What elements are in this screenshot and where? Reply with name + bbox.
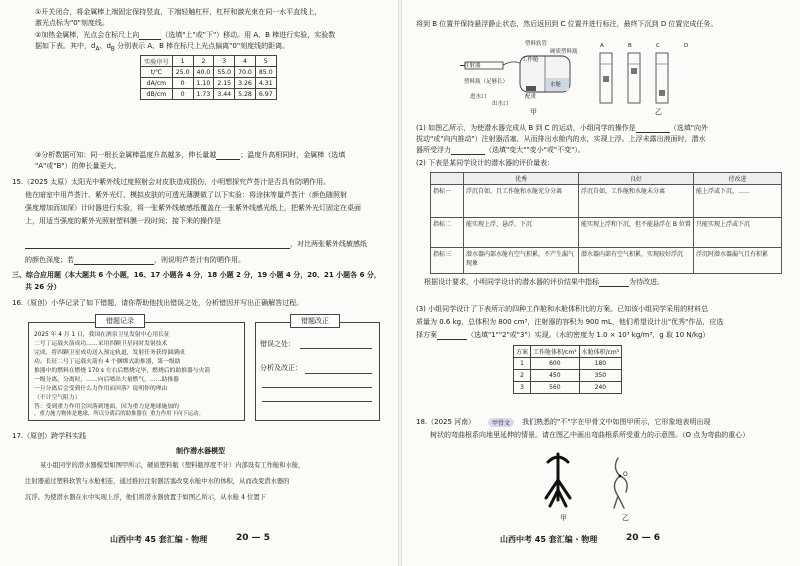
fix-label-error: 错误之处： — [260, 340, 295, 348]
q3-line2: 质量为 0.6 kg，总体积为 800 cm³，注射器的容积为 900 mL，他们希望设计出"优秀"作品，应选 — [416, 318, 724, 326]
record-line: 2025 年 4 月 1 日，我国在酒泉卫星发射中心用长征 — [34, 332, 170, 338]
q15-line6: 的颜色深度；若 ，则说明芦荟汁有防晒作用。 — [25, 256, 245, 264]
table-header-cell: 待改进 — [694, 173, 782, 185]
q15-line3: 强度增加而加深）计时器进行实验，将一张紫外线敏感纸覆盖在一张紫外线感光纸上，把紫外光灯固定在桌面 — [25, 204, 361, 212]
oracle-bone-figures — [540, 450, 650, 512]
position-label: C — [656, 43, 660, 49]
table-row: t/℃ 25.0 40.0 55.0 70.0 85.0 — [141, 67, 277, 78]
fix-label-analysis: 分析及改正： — [260, 364, 302, 372]
table-row: 2 450 350 — [514, 370, 622, 382]
footer-title: 山西中考 45 套汇编 · 物理 — [110, 535, 208, 544]
q17-title: 制作潜水器模型 — [176, 447, 225, 455]
table-header-cell: 4 — [235, 56, 256, 67]
label-water-cabin: 水舱 — [550, 82, 562, 88]
fix-answer-line[interactable] — [262, 401, 372, 402]
answer-blank[interactable] — [25, 240, 290, 249]
table-row: 3 560 240 — [514, 382, 622, 394]
label-syringe: 注射器 — [464, 63, 481, 69]
evaluation-table — [430, 172, 782, 274]
error-fix-tab: 错题改正 — [290, 314, 340, 328]
footer-title: 山西中考 45 套汇编 · 物理 — [500, 535, 598, 544]
table-header-cell: 良好 — [579, 173, 694, 185]
label-weight: 配重 — [525, 94, 537, 100]
record-line: ，重力施力物体是地球，所以分离后的助推器在 — [34, 411, 148, 417]
answer-blank[interactable] — [599, 278, 629, 287]
record-line: （不计空气阻力） — [34, 395, 81, 401]
table-row: dA/cm 0 1.10 2.15 3.26 4.31 — [141, 78, 277, 89]
q15-line4: 上，用适当强度的紫外光照射塑料膜一段时间；接下来的操作是 — [25, 217, 221, 225]
position-label: B — [628, 43, 632, 49]
fix-answer-line[interactable] — [262, 387, 372, 388]
answer-blank[interactable] — [636, 124, 670, 133]
record-line: 答：受到重力作用会回落到地面，因为重力是地球施加的 — [34, 404, 179, 410]
table-row: dB/cm 0 1.73 3.44 5.28 6.97 — [141, 89, 277, 100]
answer-blank[interactable] — [451, 146, 485, 155]
q17-prompt: 17.（原创）跨学科实践 — [12, 432, 87, 440]
center-point-label: O — [623, 471, 628, 478]
label-inlet: 进水口 — [470, 94, 487, 100]
q15-line5: ，对比两张紫外线敏感纸 — [25, 240, 367, 249]
q17-essay-line: 沉浮。为使潜水器在水中实现上浮，他们将潜水器放置于如图乙所示，从水舱 4 位置下 — [25, 494, 266, 501]
q18-line1: 18.（2025 河南） — [416, 418, 476, 426]
table-header-cell: 2 — [193, 56, 214, 67]
q2-note: 根据设计要求，小明同学设计的潜水器的评价结果中指标 为待改进。 — [424, 278, 664, 286]
answer-blank[interactable] — [437, 331, 467, 340]
table-row: 指标三 潜水器内部水舱有空气积累，不产生漏气现象 潜水器内部有空气积累，实现较好浮沉 浮沉时潜水器漏气且有积累 — [431, 248, 782, 274]
right-intro: 将到 B 位置并保持悬浮静止状态，然后返回到 C 位置并进行标注，最终下沉到 D 位置完成任务。 — [416, 20, 718, 28]
label-work-cabin: 工作舱 — [522, 57, 539, 63]
position-label: A — [600, 43, 604, 49]
table-header-cell: 优秀 — [464, 173, 579, 185]
q14-line4: 据如下表。其中，$d_A$、$d_B$ 分别表示 A、B 棒在标尺上光点偏离"0"刻度线的距离。 — [35, 42, 290, 53]
record-line: 推器中的燃料在燃烧 170 s 左右后燃烧完毕，燃烧后的助推器与火箭 — [34, 368, 211, 374]
q3-line3: 择方案 （选填"1""2"或"3"）实现。（水的密度为 1.0 × 10³ kg/m³，g 取 10 N/kg） — [416, 331, 710, 339]
fix-answer-line[interactable] — [305, 373, 372, 374]
record-line: 一级分离。分离时，……向后喷出大量燃气，……助推器 — [34, 377, 179, 383]
q18-fig-b: 乙 — [622, 514, 629, 522]
label-bottle: 硬质塑料瓶 — [550, 49, 578, 55]
q3-line1: (3) 小组同学设计了下表所示的四种工作舱和水舱体积比的方案。已知该小组同学采用的材料总 — [416, 305, 709, 313]
q17-essay-line: 注射器通过塑料软管与水舱相连，通过推拉注射器活塞改变水舱中水的体积，从而改变潜水器的 — [25, 478, 290, 485]
table-header-cell — [431, 173, 464, 185]
label-outlet: 出水口 — [492, 101, 509, 107]
oracle-bone-badge: 甲骨文 — [488, 418, 514, 427]
fix-answer-line[interactable] — [300, 348, 372, 349]
table-row: 指标二 能实现上浮、悬浮、下沉 能实现上浮和下沉，但不能悬浮在 B 位置 只能实现上浮或下沉 — [431, 218, 782, 248]
table-row: 指标一 浮沉自如，且工作舱和水舱充分分离 浮沉自如，工作舱和水舱未分离 能上浮或下沉，…… — [431, 185, 782, 218]
label-hose: 塑料软管 — [525, 41, 548, 47]
q14-line1: ①开关闭合，将金属棒上端固定保持竖直，下端轻触杠杆，杠杆和激光束在同一水平直线上， — [35, 8, 322, 16]
error-record-tab: 错题记录 — [95, 314, 145, 328]
answer-blank[interactable] — [216, 151, 240, 160]
answer-blank[interactable] — [74, 256, 154, 265]
label-container: 塑料瓶（足够长） — [464, 79, 509, 85]
table-header-cell: 3 — [214, 56, 235, 67]
table-header-cell: 5 — [255, 56, 276, 67]
table-row: 1 600 180 — [514, 358, 622, 370]
q1-line2: 拔动"或"向内推动"）注射器活塞，从而排出水舱内的水，实现上浮。上浮未露出液面时，潜水 — [416, 135, 706, 143]
q18-line2: 树状的弯曲根系向地里延伸的情景。请在图乙中画出弯曲根系所受重力的示意图。（O 点为弯曲的重心） — [430, 431, 750, 439]
page-number: 20 — 6 — [626, 533, 661, 543]
q15-line1: 15.（2025 太原）太阳光中紫外线过度照射会对皮肤造成损伤，小明想探究芦荟汁是否具有防晒作用。 — [12, 178, 331, 186]
q14-line6: "A"或"B"）的伸长量更大。 — [35, 162, 121, 170]
table-header-cell: 工作舱体积/cm³ — [531, 346, 580, 358]
position-label: D — [684, 43, 689, 49]
table-header-cell: 实验序号 — [141, 56, 173, 67]
q2-line1: (2) 下表是某同学设计的潜水器的评价量表： — [416, 159, 555, 167]
answer-blank[interactable] — [139, 31, 161, 40]
figure-label-b: 乙 — [655, 108, 662, 116]
table-header-cell: 方案 — [514, 346, 531, 358]
record-line: 二号丁运载火箭成功……采用四颗卫星同时发射技术 — [34, 341, 168, 347]
q1-line3: 器所受浮力 （选填"变大""变小"或"不变"）。 — [416, 146, 585, 154]
q18-line1b: 我们熟悉的"不"字在甲骨文中如图甲所示，它形象地表明出现 — [522, 418, 711, 426]
right-page — [400, 0, 800, 566]
q14-line3: ②加热金属棒，光点会在标尺上向 （选填"上"或"下"）移动。用 A、B 棒进行实验，实验数 — [35, 31, 336, 39]
plans-table — [513, 345, 622, 394]
record-line: 一旦分离后会受到什么力作用而回落？说明你的理由 — [34, 386, 168, 392]
q17-essay-line: 某小组同学的潜水器模型如图甲所示，硬质塑料瓶（塑料瓶厚度不计）内部设有工作舱和水舱， — [40, 462, 305, 469]
table-header-cell: 1 — [172, 56, 193, 67]
section3-heading: 三、综合应用题（本大题共 6 个小题，16、17 小题各 4 分，18 小题 2 分，19 小题 4 分，20、21 小题各 6 分， — [12, 271, 381, 279]
expansion-data-table — [140, 55, 277, 100]
q1-line1: (1) 如图乙所示，为使潜水器完成从 B 到 C 的运动，小组同学的操作是 （选填"向外 — [416, 124, 708, 132]
page-number: 20 — 5 — [236, 533, 271, 543]
record-line: 完成，将四颗卫星成功送入预定轨道，发射任务获得圆满成 — [34, 350, 185, 356]
record-line: 重力作用下向下运动。 — [150, 411, 204, 417]
q14-line2: 激光点标为"0"刻度线。 — [35, 19, 109, 27]
q16-prompt: 16.（原创）小华记录了如下错题，请你帮助他找出错误之处，分析错因并写出正确解答过程。 — [12, 299, 304, 307]
record-line: 功。长征二号丁运载火箭有 4 个捆绑式助推器，第一级助 — [34, 359, 181, 365]
figure-label-a: 甲 — [530, 108, 537, 116]
q18-fig-a: 甲 — [560, 514, 567, 522]
q15-line2: 他在暗室中用芦荟汁、紫外光灯、模拟皮肤的可透光薄膜做了以下实验：将涂抹等量芦荟汁（颜色随照射 — [25, 191, 347, 199]
table-header-cell: 水舱体积/cm³ — [579, 346, 622, 358]
q14-line5: ③分析数据可知：同一根长金属棒温度升高越多，伸长量越 ；温度升高相同时，金属棒（选填 — [35, 151, 346, 159]
section3-heading-2: 共 26 分） — [25, 283, 61, 291]
